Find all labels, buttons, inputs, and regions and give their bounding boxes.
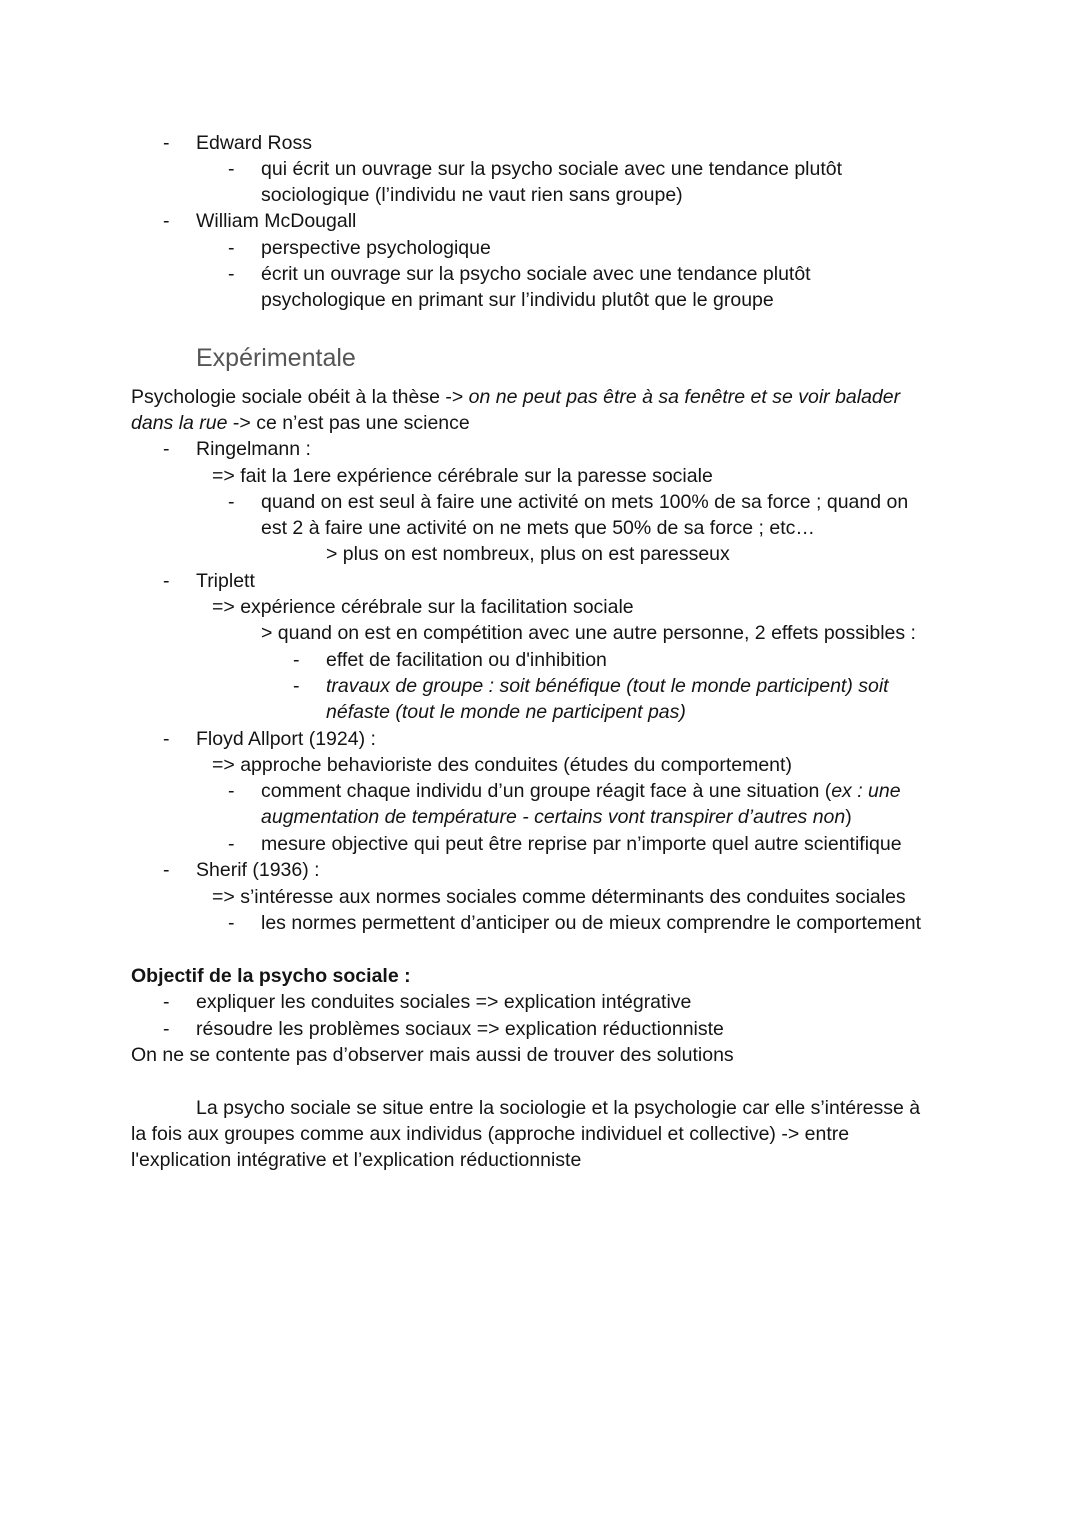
triplett-effect-1: effet de facilitation ou d'inhibition — [326, 649, 607, 671]
objectif-heading: Objectif de la psycho sociale : — [131, 965, 411, 987]
ringelmann-conclusion: > plus on est nombreux, plus on est paresseux — [326, 543, 730, 565]
allport-example: augmentation de température - certains vont transpirer d’autres non — [261, 806, 846, 828]
bullet-dash: - — [228, 491, 235, 513]
triplett-effect-2-line2: néfaste (tout le monde ne participent pas) — [326, 701, 686, 723]
allport-arrow-note: => approche behavioriste des conduites (études du comportement) — [212, 754, 792, 776]
triplett-arrow-note: => expérience cérébrale sur la facilitation sociale — [212, 596, 634, 618]
ringelmann-arrow-note: => fait la 1ere expérience cérébrale sur la paresse sociale — [212, 465, 713, 487]
bullet-dash: - — [163, 210, 170, 232]
conclusion-line1: La psycho sociale se situe entre la sociologie et la psychologie car elle s’intéresse à — [196, 1097, 921, 1119]
allport-paren-close: ) — [845, 806, 852, 828]
sherif-arrow-note: => s’intéresse aux normes sociales comme déterminants des conduites sociales — [212, 886, 906, 908]
list-item-sherif: Sherif (1936) : — [196, 859, 320, 881]
bullet-dash: - — [228, 912, 235, 934]
allport-detail-text: comment chaque individu d’un groupe réagit face à une situation ( — [261, 780, 832, 802]
bullet-dash: - — [163, 859, 170, 881]
intro-quote-end: dans la rue — [131, 412, 228, 434]
section-heading-experimentale: Expérimentale — [196, 344, 356, 372]
intro-quote: on ne peut pas être à sa fenêtre et se voir balader — [468, 386, 901, 408]
list-item-triplett: Triplett — [196, 570, 255, 592]
bullet-dash: - — [163, 728, 170, 750]
bullet-dash: - — [163, 1018, 170, 1040]
intro-text: Psychologie sociale obéit à la thèse -> — [131, 386, 469, 408]
bullet-dash: - — [163, 132, 170, 154]
ringelmann-detail-line1: quand on est seul à faire une activité on mets 100% de sa force ; quand on — [261, 491, 909, 513]
ringelmann-detail-line2: est 2 à faire une activité on ne mets que 50% de sa force ; etc… — [261, 517, 815, 539]
allport-example-start: ex : une — [831, 780, 901, 802]
list-item-william-mcdougall: William McDougall — [196, 210, 357, 232]
bullet-dash: - — [228, 263, 235, 285]
bullet-dash: - — [293, 649, 300, 671]
triplett-competition-note: > quand on est en compétition avec une autre personne, 2 effets possibles : — [261, 622, 916, 644]
list-item-floyd-allport: Floyd Allport (1924) : — [196, 728, 376, 750]
bullet-dash: - — [228, 833, 235, 855]
bullet-dash: - — [228, 237, 235, 259]
bullet-dash: - — [293, 675, 300, 697]
ross-description-line1: qui écrit un ouvrage sur la psycho sociale avec une tendance plutôt — [261, 158, 843, 180]
bullet-dash: - — [163, 570, 170, 592]
allport-detail-line2 — [261, 804, 852, 830]
objectif-item-1: expliquer les conduites sociales => explication intégrative — [196, 991, 692, 1013]
allport-objective-measure: mesure objective qui peut être reprise par n’importe quel autre scientifique — [261, 833, 902, 855]
triplett-effect-2-line1: travaux de groupe : soit bénéfique (tout le monde participent) soit — [326, 675, 889, 697]
list-item-ringelmann: Ringelmann : — [196, 438, 311, 460]
bullet-dash: - — [228, 780, 235, 802]
bullet-dash: - — [163, 991, 170, 1013]
bullet-dash: - — [163, 438, 170, 460]
allport-detail-line1 — [261, 778, 901, 804]
intro-line1 — [131, 384, 900, 410]
mcdougall-description-line2: psychologique en primant sur l’individu plutôt que le groupe — [261, 289, 774, 311]
objectif-item-2: résoudre les problèmes sociaux => explication réductionniste — [196, 1018, 724, 1040]
list-item-edward-ross: Edward Ross — [196, 132, 312, 154]
mcdougall-perspective: perspective psychologique — [261, 237, 491, 259]
intro-text-end: -> ce n’est pas une science — [227, 412, 470, 434]
sherif-detail: les normes permettent d’anticiper ou de mieux comprendre le comportement — [261, 912, 922, 934]
intro-line2 — [131, 410, 470, 436]
ross-description-line2: sociologique (l’individu ne vaut rien sans groupe) — [261, 184, 683, 206]
mcdougall-description-line1: écrit un ouvrage sur la psycho sociale avec une tendance plutôt — [261, 263, 811, 285]
objectif-note: On ne se contente pas d’observer mais aussi de trouver des solutions — [131, 1044, 734, 1066]
conclusion-line3: l'explication intégrative et l’explication réductionniste — [131, 1149, 582, 1171]
conclusion-line2: la fois aux groupes comme aux individus (approche individuel et collective) -> entre — [131, 1123, 850, 1145]
bullet-dash: - — [228, 158, 235, 180]
